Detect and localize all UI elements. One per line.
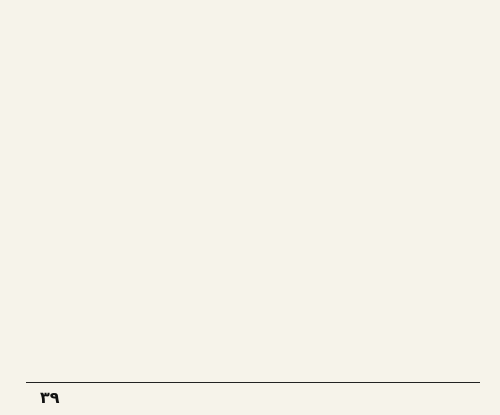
- paragraph-2: [26, 175, 480, 277]
- page-number: ٣٩: [40, 388, 60, 407]
- footer-rule: [26, 382, 480, 383]
- paragraph-1: [26, 10, 480, 163]
- body-text: [26, 10, 480, 403]
- paragraph-4: [26, 386, 480, 403]
- paragraph-3: [26, 289, 480, 374]
